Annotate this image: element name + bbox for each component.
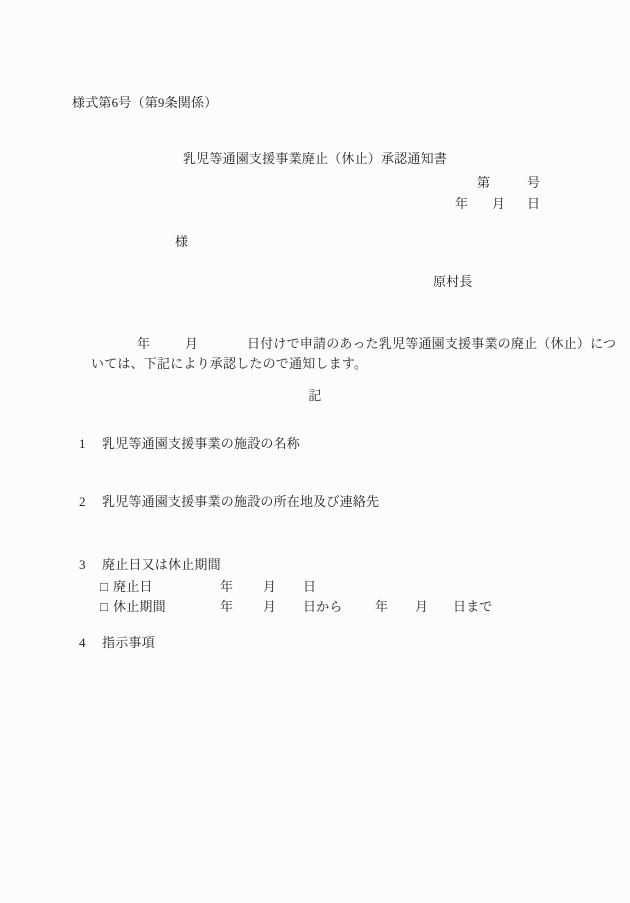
abolition-month: 月 — [263, 579, 277, 594]
item-4-number: 4 — [79, 635, 86, 650]
suspension-from-year: 年 — [220, 599, 234, 614]
body-line2-text: いては、下記により承認したので通知します。 — [91, 356, 368, 371]
issue-date-month: 月 — [492, 196, 506, 211]
ki-heading: 記 — [308, 388, 322, 403]
issue-date-year: 年 — [455, 196, 469, 211]
issue-date-day: 日 — [527, 196, 541, 211]
suspension-from-day: 日から — [303, 599, 343, 614]
document-title: 乳児等通園支援事業廃止（休止）承認通知書 — [182, 151, 447, 166]
item-3-label: 廃止日又は休止期間 — [102, 557, 221, 572]
abolition-day: 日 — [303, 579, 317, 594]
item-1-number: 1 — [79, 436, 86, 451]
item-3-number: 3 — [79, 557, 86, 572]
suspension-label: 休止期間 — [113, 599, 166, 614]
abolition-year: 年 — [220, 579, 234, 594]
abolition-label: 廃止日 — [113, 579, 153, 594]
form-number: 様式第6号（第9条関係） — [72, 95, 218, 110]
item-4-label: 指示事項 — [102, 635, 155, 650]
body-line1-year: 年 — [137, 336, 151, 351]
item-1-label: 乳児等通園支援事業の施設の名称 — [102, 436, 301, 451]
item-2-number: 2 — [79, 494, 86, 509]
body-line1-month: 月 — [185, 336, 199, 351]
doc-number-prefix: 第 — [477, 175, 491, 190]
item-2-label: 乳児等通園支援事業の施設の所在地及び連絡先 — [102, 494, 380, 509]
suspension-to-month: 月 — [415, 599, 429, 614]
addressee-honorific: 様 — [175, 234, 189, 249]
suspension-checkbox-icon: □ — [100, 599, 109, 614]
body-line1-text: 日付けで申請のあった乳児等通園支援事業の廃止（休止）につ — [247, 336, 617, 351]
doc-number-suffix: 号 — [527, 175, 541, 190]
suspension-to-year: 年 — [375, 599, 389, 614]
abolition-checkbox-icon: □ — [100, 579, 109, 594]
sender-name: 原村長 — [433, 274, 473, 289]
suspension-to-day: 日まで — [453, 599, 493, 614]
suspension-from-month: 月 — [263, 599, 277, 614]
